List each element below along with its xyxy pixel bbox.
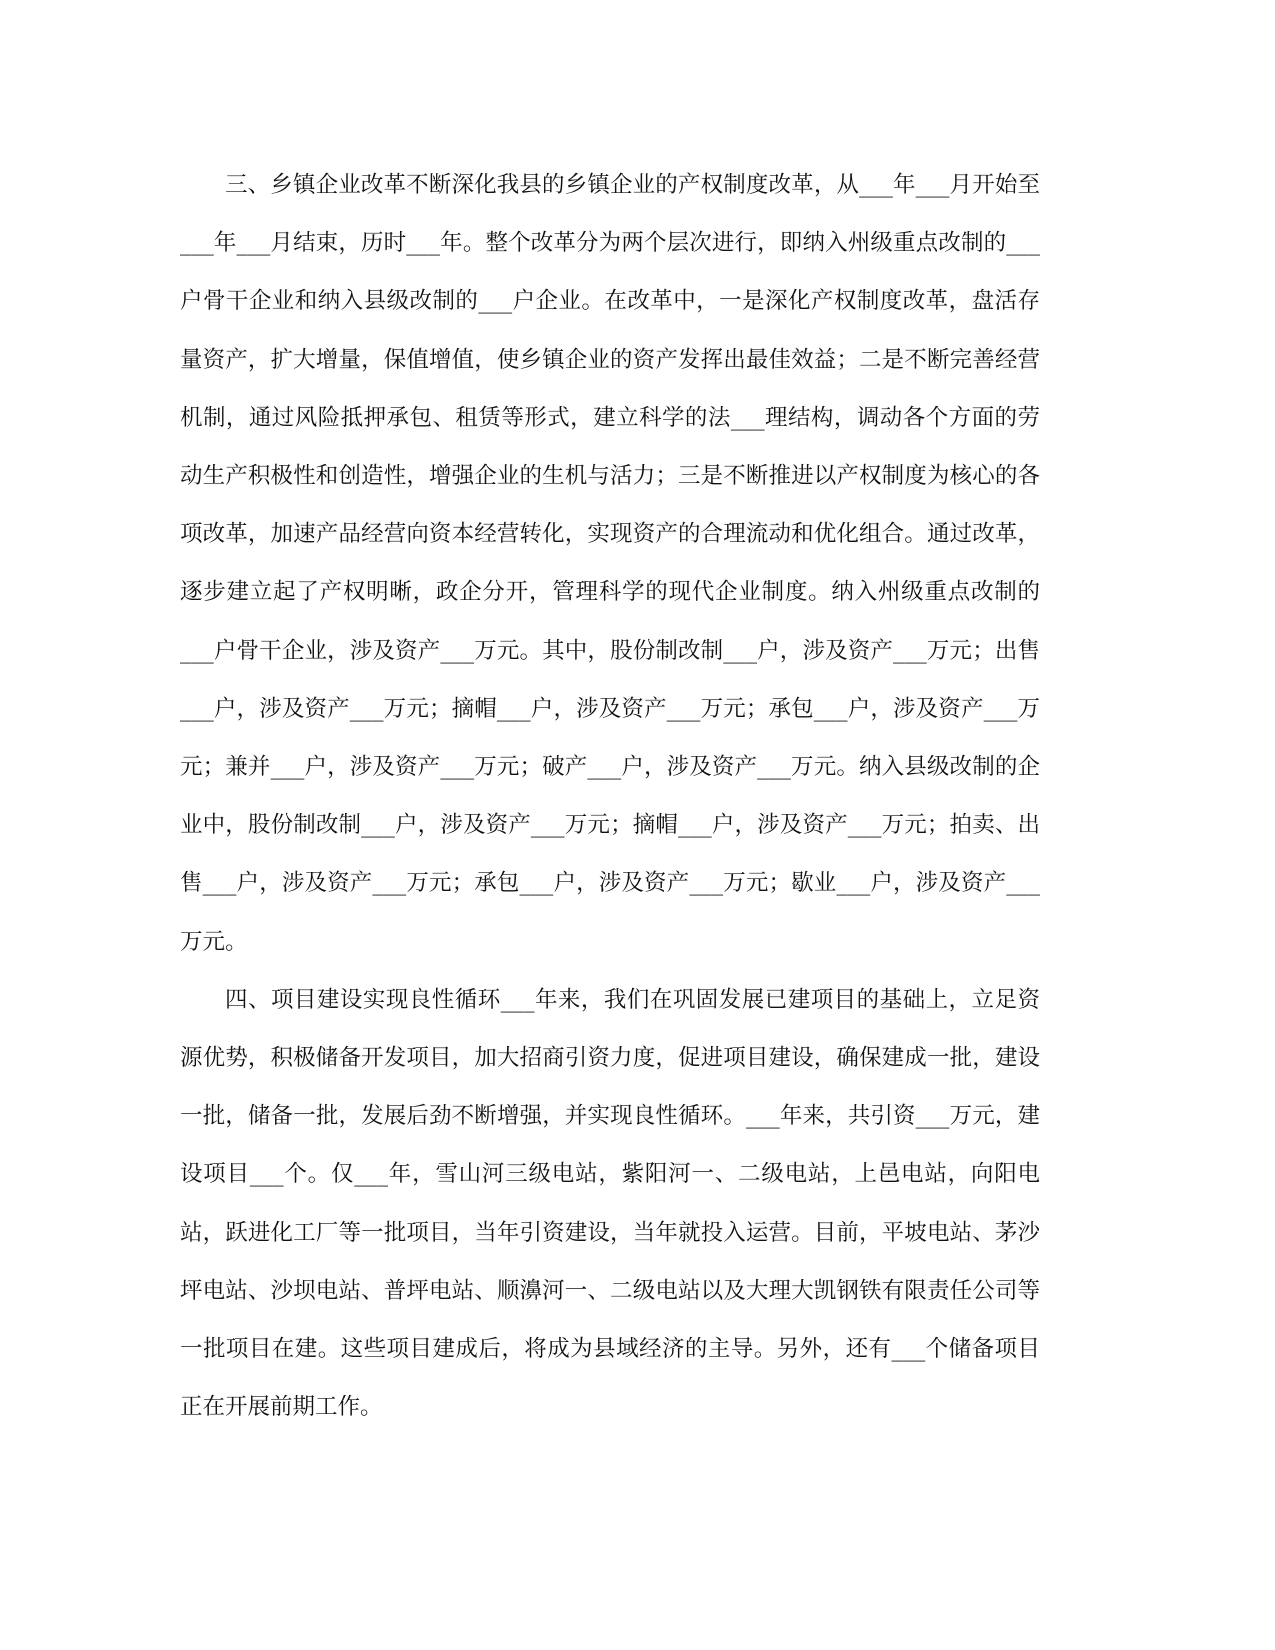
document-page	[180, 156, 1040, 1436]
paragraph-project-construction: 四、项目建设实现良性循环___年来，我们在巩固发展已建项目的基础上，立足资源优势，积极储备开发项目，加大招商引资力度，促进项目建设，确保建成一批，建设一批，储备一批，发展后劲不断增强，并实现良性循环。___年来，共引资___万元，建设项目___个。仅___年，雪山河三级电站，紫阳河一、二级电站，上邑电站，向阳电站，跃进化工厂等一批项目，当年引资建设，当年就投入运营。目前，平坡电站、茅沙坪电站、沙坝电站、普坪电站、顺濞河一、二级电站以及大理大凯钢铁有限责任公司等一批项目在建。这些项目建成后，将成为县域经济的主导。另外，还有___个储备项目正在开展前期工作。	[180, 986, 1040, 1421]
paragraph-township-enterprise-reform: 三、乡镇企业改革不断深化我县的乡镇企业的产权制度改革，从___年___月开始至___年___月结束，历时___年。整个改革分为两个层次进行，即纳入州级重点改制的___户骨干企业和纳入县级改制的___户企业。在改革中，一是深化产权制度改革，盘活存量资产，扩大增量，保值增值，使乡镇企业的资产发挥出最佳效益；二是不断完善经营机制，通过风险抵押承包、租赁等形式，建立科学的法___理结构，调动各个方面的劳动生产积极性和创造性，增强企业的生机与活力；三是不断推进以产权制度为核心的各项改革，加速产品经营向资本经营转化，实现资产的合理流动和优化组合。通过改革，逐步建立起了产权明晰，政企分开，管理科学的现代企业制度。纳入州级重点改制的___户骨干企业，涉及资产___万元。其中，股份制改制___户，涉及资产___万元；出售___户，涉及资产___万元；摘帽___户，涉及资产___万元；承包___户，涉及资产___万元；兼并___户，涉及资产___万元；破产___户，涉及资产___万元。纳入县级改制的企业中，股份制改制___户，涉及资产___万元；摘帽___户，涉及资产___万元；拍卖、出售___户，涉及资产___万元；承包___户，涉及资产___万元；歇业___户，涉及资产___万元。	[180, 172, 1040, 955]
